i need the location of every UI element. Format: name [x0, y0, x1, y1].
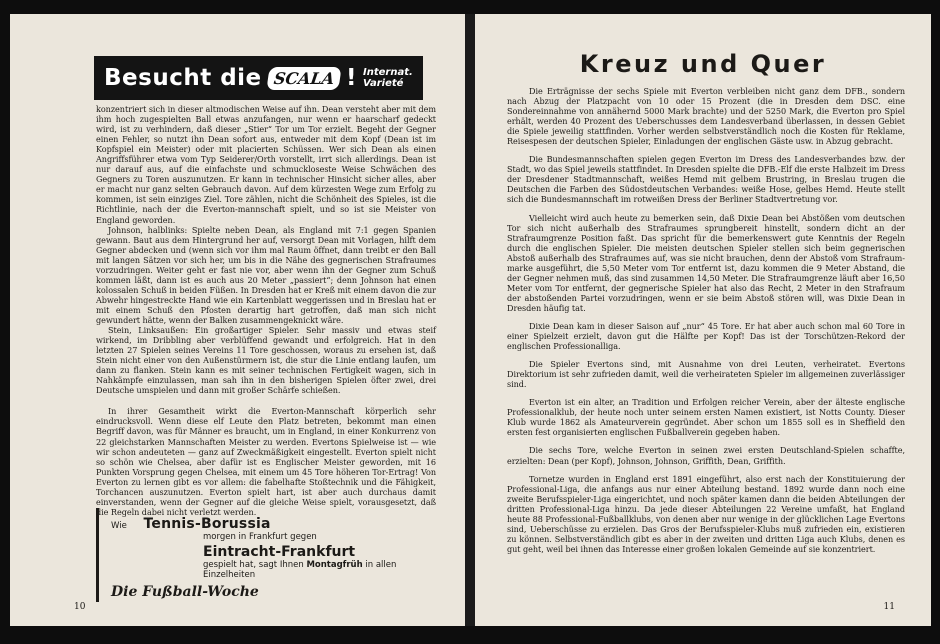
- right-paragraph: Vielleicht wird auch heute zu bemerken sein, daß Dixie Dean bei Abstößen vom deutschen Tor sich nicht außerhalb des Strafraumes sprungbereit hinstellt, sondern dicht an der Strafraumgrenze Position faßt. Das spricht für die bemerkenswert gute Kenntnis der Regeln durch die englischen Spieler. Die meisten deutschen Spieler stellen sich beim gegnerischen Abstoß außerhalb des Strafraumes auf, was sie nicht brauchen, denn der Abstoß vom Strafraum-marke ausgeführt, die 5,50 Meter vom Tor entfernt ist, dazu kommen die 9 Meter Abstand, die der Gegner nehmen muß, das sind zusammen 14,50 Meter. Die Strafraumgrenze läuft aber 16,50 Meter vom Tor entfernt, der gegnerische Spieler hat also das Recht, 2 Meter in den Strafraum der abstoßenden Partei vorzudringen, wenn er sie beim Abstoß stören will, was Dixie Dean in Dresden häufig tat.: [507, 212, 905, 313]
- ad-line-4: [203, 560, 436, 570]
- page-title: Kreuz und Quer: [579, 50, 827, 78]
- ad-wie: Wie: [111, 521, 127, 531]
- page-number-right: 11: [883, 602, 895, 612]
- left-page: [10, 14, 465, 626]
- fussball-woche-advertisement: [96, 508, 436, 602]
- left-paragraph: Stein, Linksaußen: Ein großartiger Spieler. Sehr massiv und etwas steif wirkend, im Dribbling aber verblüffend gewandt und erfolgreich. Hat in den letzten 27 Spielen seines Vereins 11 Tore geschossen, woraus zu ersehen ist, daß Stein nicht einer von den Außenstürmern ist, die stur die Linie entlang laufen, um dann zu flanken. Stein kann es mit seiner technischen Fertigkeit wagen, sich in Nahkämpfe einzulassen, man sah ihn in den bisherigen Spielen öfter zwei, drei Deutsche umspielen und dann mit großer Schärfe schießen.: [96, 325, 436, 396]
- banner-exclamation: !: [346, 65, 358, 91]
- right-paragraph: Die Erträgnisse der sechs Spiele mit Everton verbleiben nicht ganz dem DFB., sondern nach Abzug der Platzpacht von 10 oder 15 Prozent (die in Dresden dem DSC. eine Sondereinnahme von annähernd 5000 Mark brachte) und der 5250 Mark, die Everton pro Spiel erhält, werden 40 Prozent des Ueberschusses dem Landesverband überlassen, in dessen Gebiet die Spiele jeweilig stattfinden. Vorher werden selbstverständlich noch die Kosten für Reklame, Reisespesen der deutschen Spieler, Einladungen der englischen Gäste usw. in Abzug gebracht.: [507, 86, 905, 147]
- right-paragraph: Tornetze wurden in England erst 1891 eingeführt, also erst nach der Konstituierung der Professional-Liga, die anfangs aus nur einer Abteilung bestand. 1892 wurde dann noch eine zweite Berufsspieler-Liga eingerichtet, und noch später kamen dann die beiden Abteilungen der dritten Professional-Liga hinzu. Da jede dieser Abteilungen 22 Vereine umfaßt, hat England heute 88 Professional-Fußballklubs, von denen aber nur wenige in der glücklichen Lage Evertons sind, Ueberschüsse zu erzielen. Das Gros der Berufsspieler-Klubs muß zufrieden ein, existieren zu können. Selbstverständlich gibt es aber in der zweiten und dritten Liga auch Klubs, denen es gut geht, weil bei ihnen das Interesse einer großen lokalen Gemeinde auf sie konzentriert.: [507, 473, 905, 554]
- banner-subtitle: [363, 67, 413, 89]
- banner-subtitle-line1: Internat.: [363, 67, 413, 78]
- left-article-body: [96, 104, 436, 517]
- banner-subtitle-line2: Varieté: [363, 78, 404, 89]
- book-gutter: [465, 14, 475, 626]
- ad-club-tennis-borussia: Tennis-Borussia: [143, 516, 271, 532]
- ad-club-eintracht-frankfurt: Eintracht-Frankfurt: [203, 544, 356, 560]
- left-paragraph: Johnson, halblinks: Spielte neben Dean, als England mit 7:1 gegen Spanien gewann. Baut aus dem Hintergrund her auf, versorgt Dean mit Vorlagen, hilft dem Gegner abdecken und (wenn sich vor ihm mal Raum öffnet, dann treibt er den Ball mit langen Sätzen vor sich her, um bis in die Nähe des gegnerischen Strafraumes vorzudringen. Weiter geht er fast nie vor, aber wenn ihn der Gegner zum Schuß kommen läßt, dann ist es auch aus 20 Meter „passiert“; denn Johnson hat einen kolossalen Schuß in beiden Füßen. In Dresden hat er Kreß mit einem davon die zur Abwehr hingestreckte Hand wie ein Kartenblatt weggerissen und in Breslau hat er mit einem Schuß den Pfosten derartig hart getroffen, daß man sich nicht gewundert hätte, wenn der Balken zusammengeknickt wäre.: [96, 224, 436, 325]
- ad-signature-die-fussball-woche: Die Fußball-Woche: [111, 584, 259, 600]
- right-paragraph: Dixie Dean kam in dieser Saison auf „nur“ 45 Tore. Er hat aber auch schon mal 60 Tore in einer Spielzeit erzielt, davon gut die Hälfte per Kopf! Das ist der Torschützen-Rekord der englischen Professionalliga.: [507, 320, 905, 352]
- page-number-left: 10: [74, 602, 86, 612]
- banner-headline: Besucht die: [104, 65, 262, 91]
- right-article-body: [507, 86, 905, 554]
- right-paragraph: Die Spieler Evertons sind, mit Ausnahme von drei Leuten, verheiratet. Evertons Direktorium ist sehr zufrieden damit, weil die verheirateten Spieler im allgemeinen zuverlässiger sind.: [507, 359, 905, 390]
- scala-advertisement-banner: [94, 56, 423, 100]
- ad-line-4a: gespielt hat, sagt Ihnen: [203, 560, 304, 570]
- left-paragraph: konzentriert sich in dieser altmodischen Weise auf ihn. Dean versteht aber mit dem ihm hoch zugespielten Ball etwas anzufangen, nur wenn er haarscharf gedeckt wird, ist zu verhindern, daß dieser „Stier“ Tor um Tor erzielt. Begeht der Gegner einen Fehler, so nutzt ihn Dean sofort aus, entweder mit dem Kopf (Dean ist im Kopfspiel ein Meister) oder mit placierten Schüssen. Wer sich Dean als einen Angriffsführer etwa vom Typ Seiderer/Orth vorstellt, irrt sich allerdings. Dean ist nur darauf aus, auf die einfachste und schmuckloseste Weise Schwächen des Gegners zu Toren auszunutzen. Er kann in technischer Hinsicht sicher alles, aber er macht nur ganz selten Gebrauch davon. Auf dem kürzesten Wege zum Erfolg zu kommen, ist sein einziges Ziel. Tore zählen, nicht die Schönheit des Spieles, ist die Richtlinie, nach der die Everton-mannschaft spielt, und so ist sie Meister von England geworden.: [96, 104, 436, 225]
- right-paragraph: Die Bundesmannschaften spielen gegen Everton im Dress des Landesverbandes bzw. der Stadt, wo das Spiel jeweils stattfindet. In Dresden spielte die DFB.-Elf die erste Halbzeit im Dress der Dresdener Stadtmannschaft, weißes Hemd mit gelbem Brustring, in Breslau trugen die Deutschen die Farben des Südostdeutschen Verbandes: weiße Hose, gelbes Hemd. Heute stellt sich die Bundesmannschaft im rotweißen Dress der Berliner Stadtvertretung vor.: [507, 154, 905, 205]
- right-paragraph: Everton ist ein alter, an Tradition und Erfolgen reicher Verein, aber der älteste englische Professionalklub, der heute noch unter seinem ersten Namen existiert, ist Notts County. Dieser Klub wurde 1862 als Amateurverein gegründet. Aber schon um 1855 soll es in Sheffield den ersten fest organisierten englischen Fußballverein gegeben haben.: [507, 397, 905, 438]
- right-page: [475, 14, 931, 626]
- left-paragraph: In ihrer Gesamtheit wirkt die Everton-Mannschaft körperlich sehr eindrucksvoll. Wenn diese elf Leute den Platz betreten, bekommt man einen Begriff davon, was für Männer es braucht, um in England, in einer Konkurrenz von 22 gleichstarken Mannschaften Meister zu werden. Evertons Spielweise ist — wie wir schon andeuteten — ganz auf Zweckmäßigkeit eingestellt. Everton spielt nicht so schön wie Chelsea, aber dafür ist es Englischer Meister geworden, mit 16 Punkten Vorsprung gegen Chelsea, mit einem um 45 Tore höheren Tor-Ertrag! Von Everton zu lernen gibt es vor allem: die fabelhafte Stoßtechnik und die Fähigkeit, Torchancen auszunutzen. Everton spielt hart, ist aber auch durchaus damit einverstanden, wenn der Gegner auf die gleiche Weise spielt, vorausgesetzt, daß die Regeln dabei nicht verletzt werden.: [96, 406, 436, 517]
- ad-line-4c: in allen: [365, 560, 397, 570]
- ad-montagfrueh: Montagfrüh: [306, 560, 363, 570]
- ad-line-5: Einzelheiten: [203, 570, 256, 580]
- ad-line-1: [111, 516, 436, 532]
- right-paragraph: Die sechs Tore, welche Everton in seinen zwei ersten Deutschland-Spielen schaffte, erzielten: Dean (per Kopf), Johnson, Johnson, Griffith, Dean, Griffith.: [507, 445, 905, 466]
- scala-logo: SCALA: [266, 67, 342, 90]
- ad-line-2: morgen in Frankfurt gegen: [203, 532, 317, 542]
